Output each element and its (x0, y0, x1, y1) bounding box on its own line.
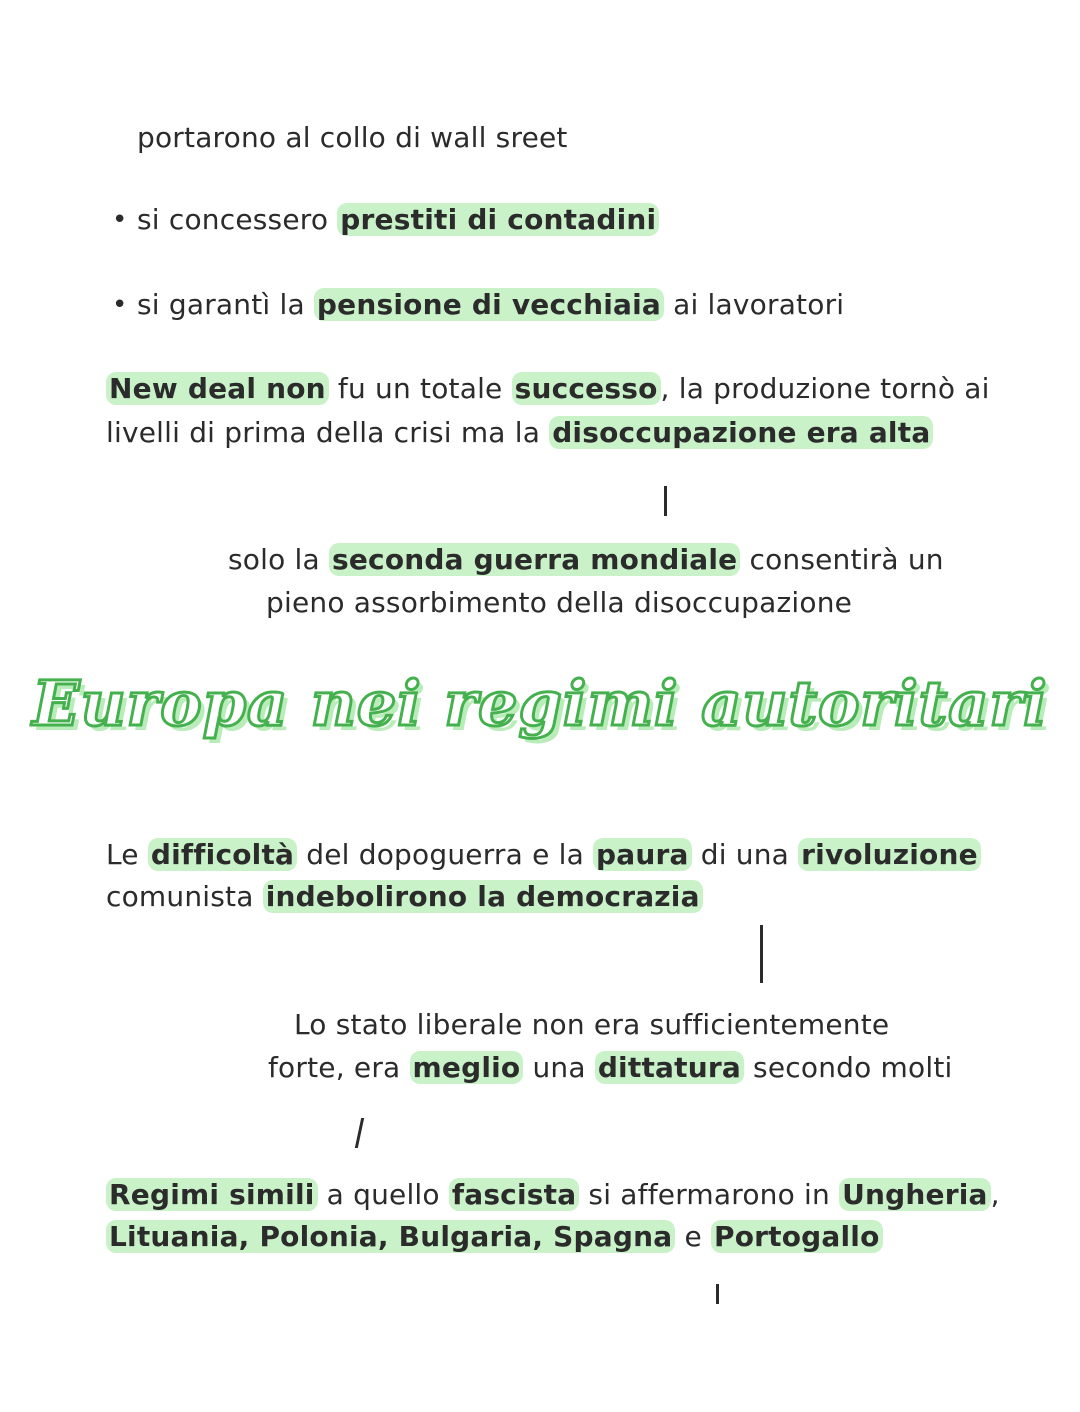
text-line: solo la seconda guerra mondiale consentirà un (228, 543, 944, 576)
highlight: prestiti di contadini (337, 203, 659, 236)
text-line: pieno assorbimento della disoccupazione (266, 586, 853, 619)
bullet-item: si garantì la pensione di vecchiaia ai lavoratori (137, 288, 845, 321)
connector-line (355, 1118, 364, 1148)
highlight: difficoltà (148, 838, 297, 871)
highlight: meglio (410, 1051, 524, 1084)
highlight: Regimi simili (106, 1178, 318, 1211)
text-line: forte, era meglio una dittatura secondo molti (268, 1051, 953, 1084)
text-line: livelli di prima della crisi ma la disoccupazione era alta (106, 413, 933, 453)
connector-line (716, 1284, 719, 1304)
text-line: comunista indebolirono la democrazia (106, 877, 703, 917)
highlight: Portogallo (711, 1220, 883, 1253)
highlight: successo (512, 372, 661, 405)
highlight: New deal non (106, 372, 329, 405)
text-line: Lo stato liberale non era sufficientemente (294, 1008, 890, 1041)
highlight: Lituania, Polonia, Bulgaria, Spagna (106, 1220, 675, 1253)
text-line: Regimi simili a quello fascista si affermarono in Ungheria , (106, 1175, 1000, 1215)
highlight: paura (593, 838, 692, 871)
highlight: fascista (449, 1178, 579, 1211)
section-title: Europa nei regimi autoritari (32, 667, 1048, 740)
highlight: Ungheria (839, 1178, 991, 1211)
highlight: rivoluzione (798, 838, 981, 871)
text-line: Lituania, Polonia, Bulgaria, Spagna e Portogallo (106, 1217, 883, 1257)
bullet-icon: • (112, 290, 128, 320)
highlight: disoccupazione era alta (549, 416, 933, 449)
text-line: portarono al collo di wall sreet (137, 121, 568, 154)
highlight: indebolirono la democrazia (263, 880, 703, 913)
bullet-item: si concessero prestiti di contadini (137, 200, 659, 240)
bullet-icon: • (112, 205, 128, 235)
connector-line (760, 925, 763, 983)
connector-line (664, 486, 667, 516)
text-line: New deal non fu un totale successo , la produzione tornò ai (106, 369, 990, 409)
text-line: Le difficoltà del dopoguerra e la paura di una rivoluzione (106, 835, 981, 875)
highlight: seconda guerra mondiale (329, 543, 740, 576)
highlight: pensione di vecchiaia (314, 288, 664, 321)
highlight: dittatura (595, 1051, 744, 1084)
